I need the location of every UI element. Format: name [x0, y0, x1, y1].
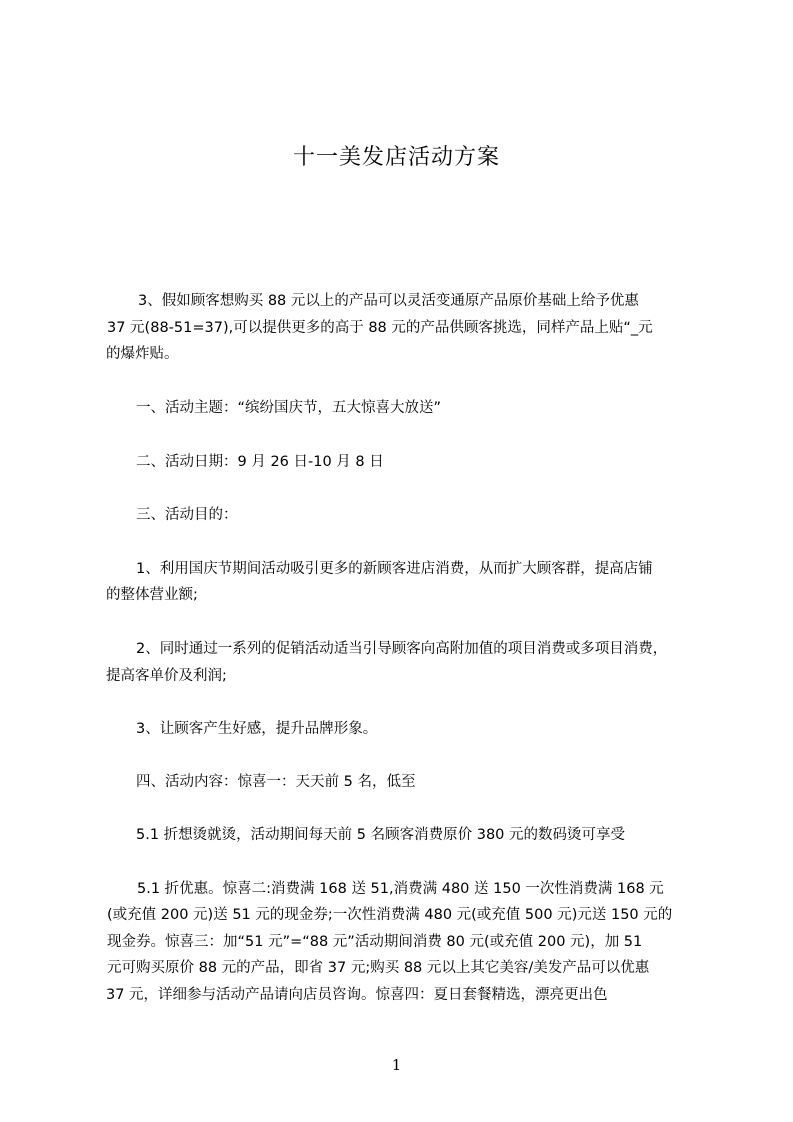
- paragraph-line-content-1: 5.1 折想烫就烫，活动期间每天前 5 名顾客消费原价 380 元的数码烫可享受: [136, 827, 626, 843]
- section-heading-content: 四、活动内容：惊喜一：天天前 5 名，低至: [136, 774, 416, 790]
- section-heading-theme: 一、活动主题：“缤纷国庆节，五大惊喜大放送”: [136, 400, 442, 416]
- paragraph-line-purpose-3: 3、让顾客产生好感，提升品牌形象。: [136, 721, 378, 737]
- paragraph-line-content-3: (或充值 200 元)送 51 元的现金券;一次性消费满 480 元(或充值 500 元)元送 150 元的: [107, 907, 673, 923]
- paragraph-line-2: 37 元(88-51=37),可以提供更多的高于 88 元的产品供顾客挑选，同样产品上贴“_元: [107, 320, 653, 336]
- paragraph-line-purpose-2b: 提高客单价及利润;: [106, 668, 227, 684]
- paragraph-line-content-5: 元可购买原价 88 元的产品，即省 37 元;购买 88 元以上其它美容/美发产品可以优惠: [107, 960, 650, 976]
- paragraph-line-content-4: 现金券。惊喜三：加“51 元”=“88 元”活动期间消费 80 元(或充值 200 元)，加 51: [107, 934, 643, 950]
- paragraph-line-3: 的爆炸贴。: [106, 346, 179, 362]
- section-heading-purpose: 三、活动目的：: [136, 507, 238, 523]
- paragraph-line-purpose-2a: 2、同时通过一系列的促销活动适当引导顾客向高附加值的项目消费或多项目消费，: [136, 641, 668, 657]
- paragraph-line-content-2: 5.1 折优惠。惊喜二:消费满 168 送 51,消费满 480 送 150 一次性消费满 168 元: [137, 881, 664, 897]
- paragraph-line-purpose-1a: 1、利用国庆节期间活动吸引更多的新顾客进店消费，从而扩大顾客群，提高店铺: [136, 561, 653, 577]
- paragraph-line-content-6: 37 元，详细参与活动产品请向店员咨询。惊喜四：夏日套餐精选，漂亮更出色: [106, 987, 608, 1003]
- paragraph-line-1: 3、假如顾客想购买 88 元以上的产品可以灵活变通原产品原价基础上给予优惠: [138, 293, 639, 309]
- section-heading-dates: 二、活动日期：9 月 26 日-10 月 8 日: [136, 454, 384, 470]
- document-title: 十一美发店活动方案: [292, 145, 500, 170]
- paragraph-line-purpose-1b: 的整体营业额;: [106, 587, 198, 603]
- page-number: 1: [391, 1056, 402, 1074]
